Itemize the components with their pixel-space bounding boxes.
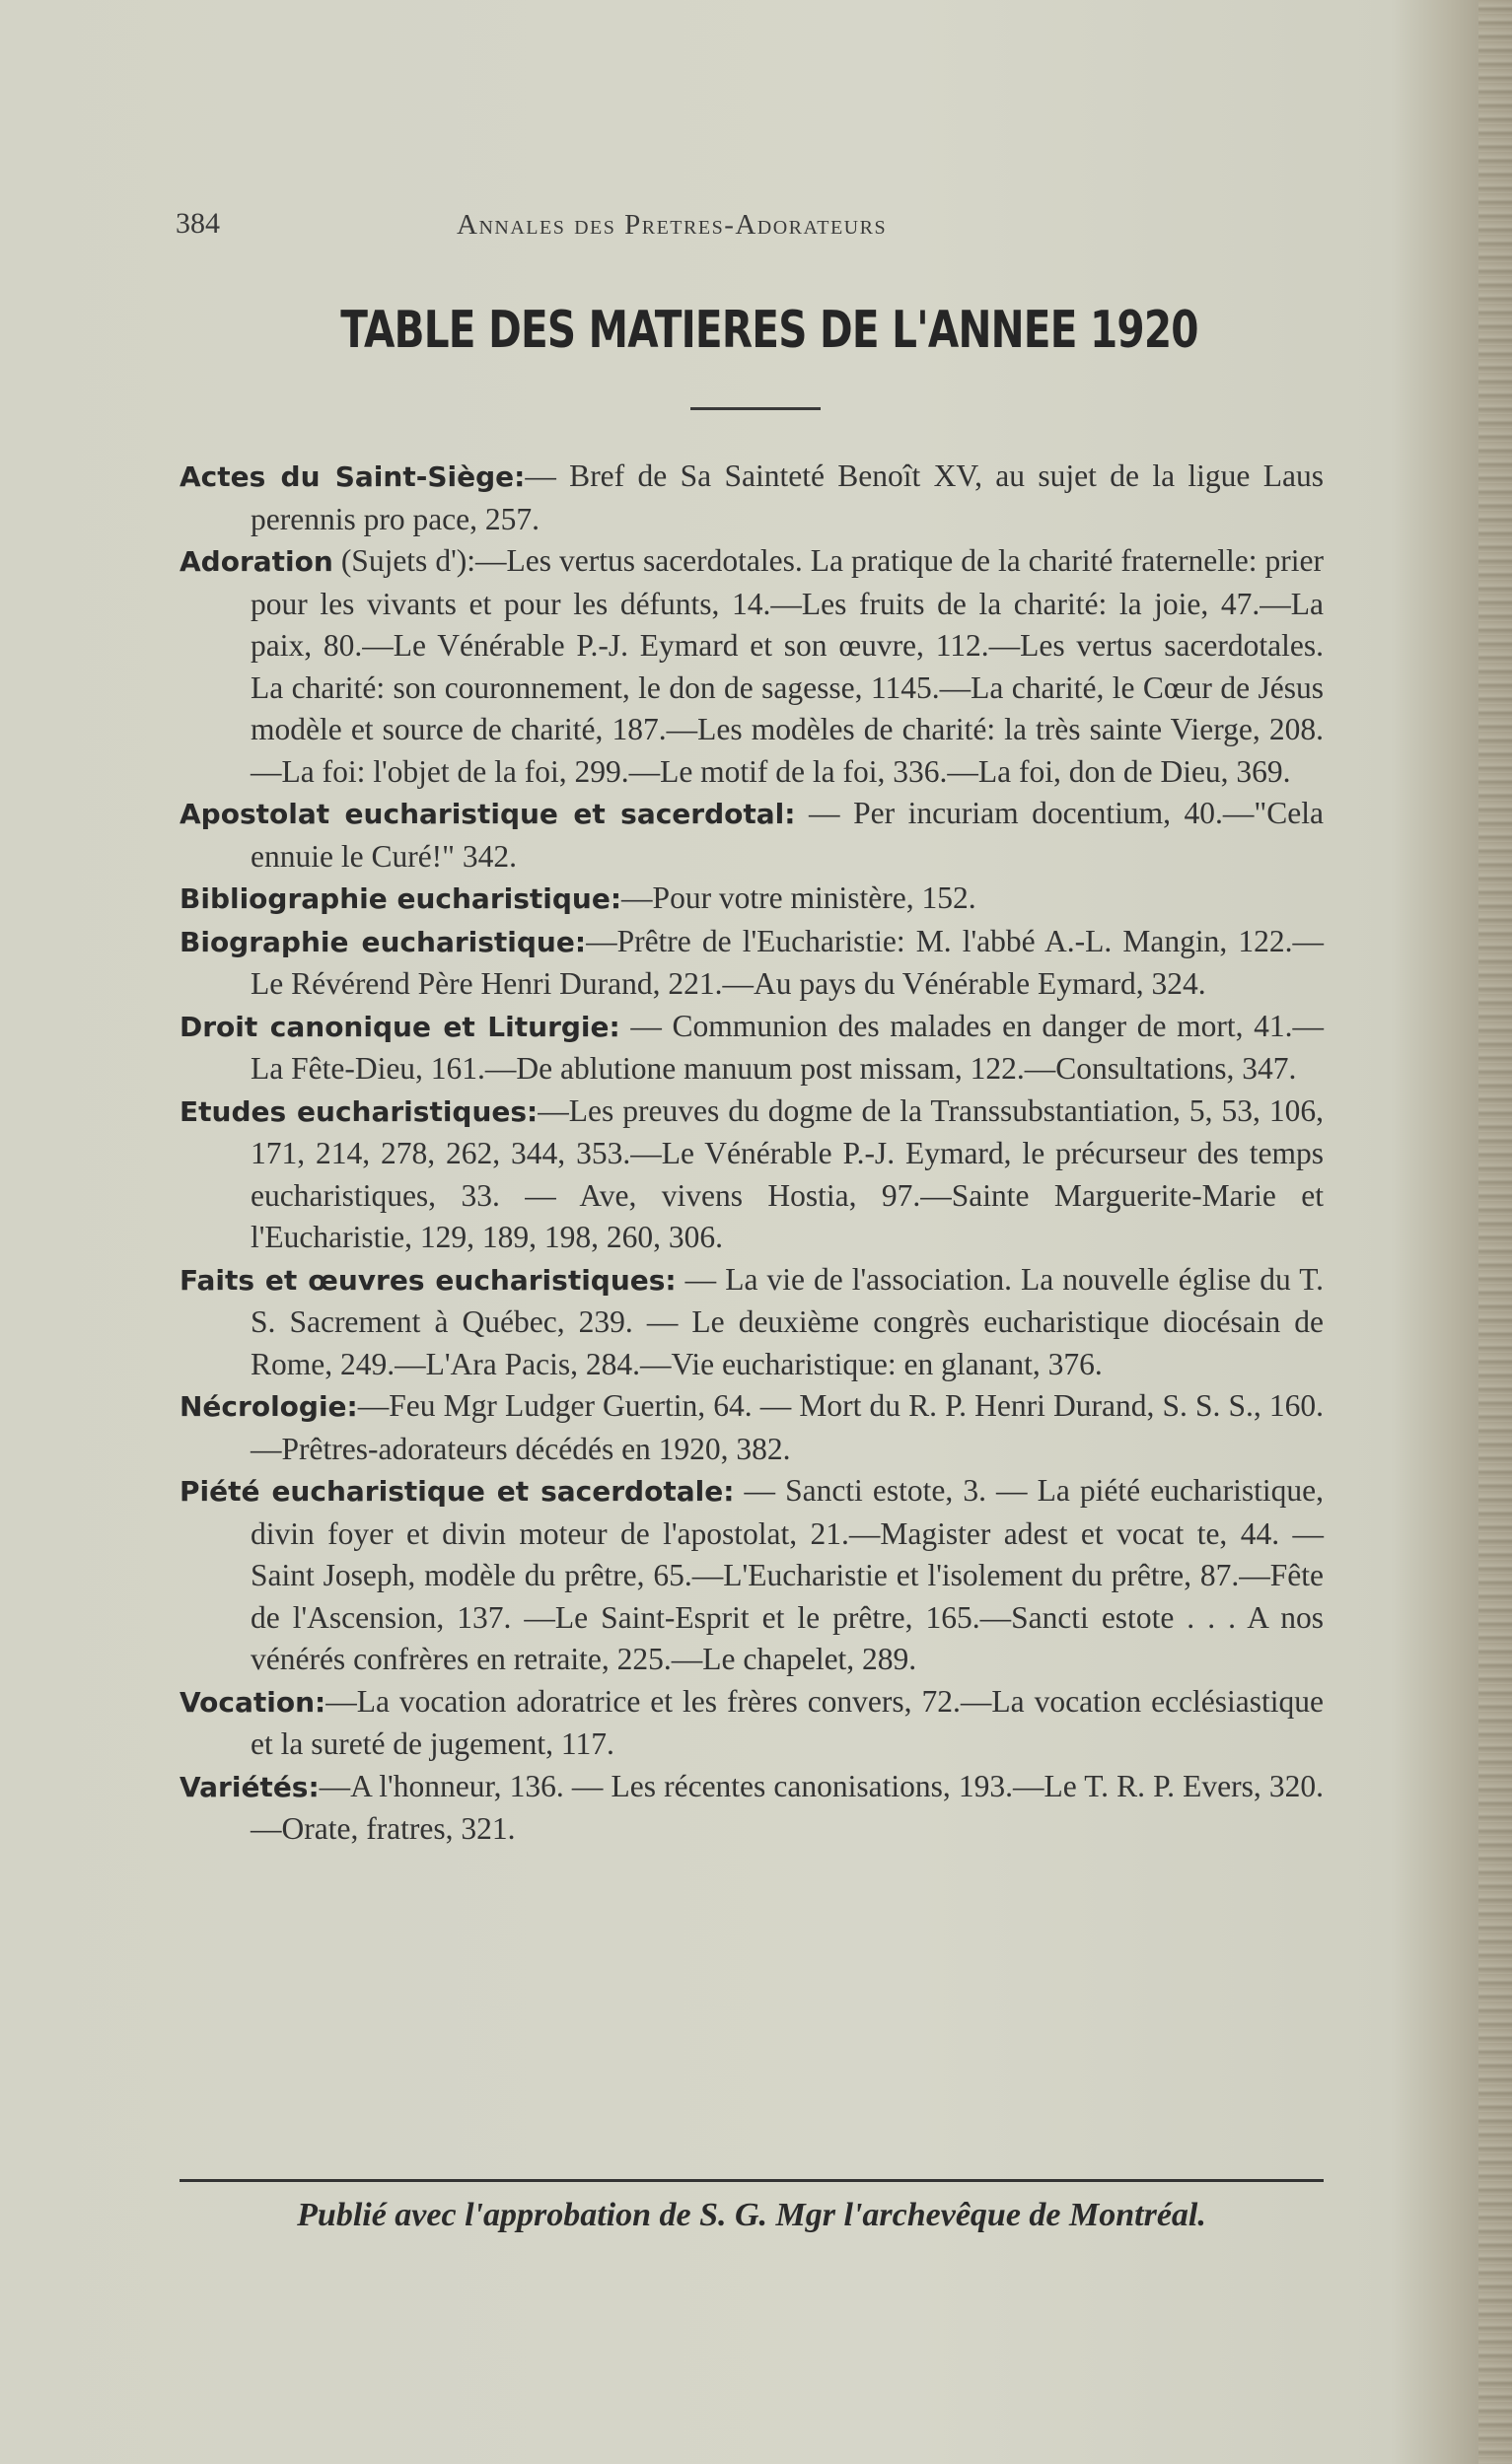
index-entry xyxy=(180,1470,1324,1681)
entry-text: —Prêtre de l'Eucharistie: M. l'abbé A.-L. Mangin, 122.—Le Révérend Père Henri Durand, 221.—Au pays du Vénérable Eymard, 324. xyxy=(251,923,1324,1001)
entry-heading: Droit canonique et Liturgie: xyxy=(180,1010,620,1043)
entry-text: —A l'honneur, 136. — Les récentes canonisations, 193.—Le T. R. P. Evers, 320.—Orate, fratres, 321. xyxy=(251,1768,1324,1846)
entry-text: — Communion des malades en danger de mort, 41.—La Fête-Dieu, 161.—De ablutione manuum post missam, 122.—Consultations, 347. xyxy=(251,1008,1324,1086)
index-entry xyxy=(180,793,1324,878)
entry-heading: Adoration xyxy=(180,545,333,578)
entry-text: — Per incuriam docentium, 40.—"Cela ennuie le Curé!" 342. xyxy=(251,796,1324,874)
index-entry xyxy=(180,540,1324,793)
entry-heading: Piété eucharistique et sacerdotale: xyxy=(180,1475,735,1508)
page-edge xyxy=(1478,0,1512,2464)
index-entry xyxy=(180,1681,1324,1766)
title-divider xyxy=(690,407,821,410)
entry-heading: Nécrologie: xyxy=(180,1390,358,1423)
index-entry xyxy=(180,1091,1324,1259)
index-entry xyxy=(180,878,1324,921)
entry-text: —Les preuves du dogme de la Transsubstantiation, 5, 53, 106, 171, 214, 278, 262, 344, 353.—Le Vénérable P.-J. Eymard, le précurseur des temps eucharistiques, 33. — Ave, vivens Hostia, 97.—Sainte Marguerite-Marie et l'Eucharistie, 129, 189, 198, 260, 306. xyxy=(251,1092,1324,1254)
footer-divider xyxy=(180,2179,1324,2182)
entry-heading: Faits et œuvres eucharistiques: xyxy=(180,1263,677,1297)
entry-heading: Biographie eucharistique: xyxy=(180,925,587,958)
entry-text: —Feu Mgr Ludger Guertin, 64. — Mort du R. P. Henri Durand, S. S. S., 160.—Prêtres-adorateurs décédés en 1920, 382. xyxy=(251,1388,1324,1466)
imprimatur-footer: Publié avec l'approbation de S. G. Mgr l'archevêque de Montréal. xyxy=(297,2197,1206,2233)
index-entry xyxy=(180,1259,1324,1386)
page-title: TABLE DES MATIERES DE L'ANNEE 1920 xyxy=(340,301,1198,360)
running-head: Annales des Pretres-Adorateurs xyxy=(457,209,888,241)
entry-text: (Sujets d'):—Les vertus sacerdotales. La pratique de la charité fraternelle: prier pour les vivants et pour les défunts, 14.—Les fruits de la charité: la joie, 47.—La paix, 80.—Le Vénérable P.-J. Eymard et son œuvre, 112.—Les vertus sacerdotales. La charité: son couronnement, le don de sagesse, 1145.—La charité, le Cœur de Jésus modèle et source de charité, 187.—Les modèles de charité: la très sainte Vierge, 208.—La foi: l'objet de la foi, 299.—Le motif de la foi, 336.—La foi, don de Dieu, 369. xyxy=(251,543,1324,789)
entry-heading: Bibliographie eucharistique: xyxy=(180,882,622,915)
index-entry xyxy=(180,456,1324,540)
entry-text: — Sancti estote, 3. — La piété eucharistique, divin foyer et divin moteur de l'apostolat, 21.—Magister adest et vocat te, 44. — Saint Joseph, modèle du prêtre, 65.—L'Eucharistie et l'isolement du prêtre, 87.—Fête de l'Ascension, 137. —Le Saint-Esprit et le prêtre, 165.—Sancti estote . . . A nos vénérés confrères en retraite, 225.—Le chapelet, 289. xyxy=(251,1473,1325,1676)
entry-heading: Variétés: xyxy=(180,1770,320,1803)
page-number: 384 xyxy=(176,207,220,240)
page-header xyxy=(176,207,1320,246)
entry-text: — La vie de l'association. La nouvelle église du T. S. Sacrement à Québec, 239. — Le deuxième congrès eucharistique diocésain de Rome, 249.—L'Ara Pacis, 284.—Vie eucharistique: en glanant, 376. xyxy=(251,1261,1325,1381)
index-entry xyxy=(180,1766,1324,1851)
index-entry xyxy=(180,921,1324,1006)
entry-text: — Bref de Sa Sainteté Benoît XV, au sujet de la ligue Laus perennis pro pace, 257. xyxy=(251,458,1324,536)
index-entry xyxy=(180,1006,1324,1091)
entry-heading: Actes du Saint-Siège: xyxy=(180,460,526,493)
index-entry xyxy=(180,1385,1324,1470)
entry-heading: Etudes eucharistiques: xyxy=(180,1094,539,1128)
index-entries xyxy=(180,456,1324,1851)
entry-heading: Apostolat eucharistique et sacerdotal: xyxy=(180,798,796,830)
entry-heading: Vocation: xyxy=(180,1685,326,1719)
entry-text: —Pour votre ministère, 152. xyxy=(621,880,976,915)
entry-text: —La vocation adoratrice et les frères convers, 72.—La vocation ecclésiastique et la sureté de jugement, 117. xyxy=(251,1683,1324,1761)
